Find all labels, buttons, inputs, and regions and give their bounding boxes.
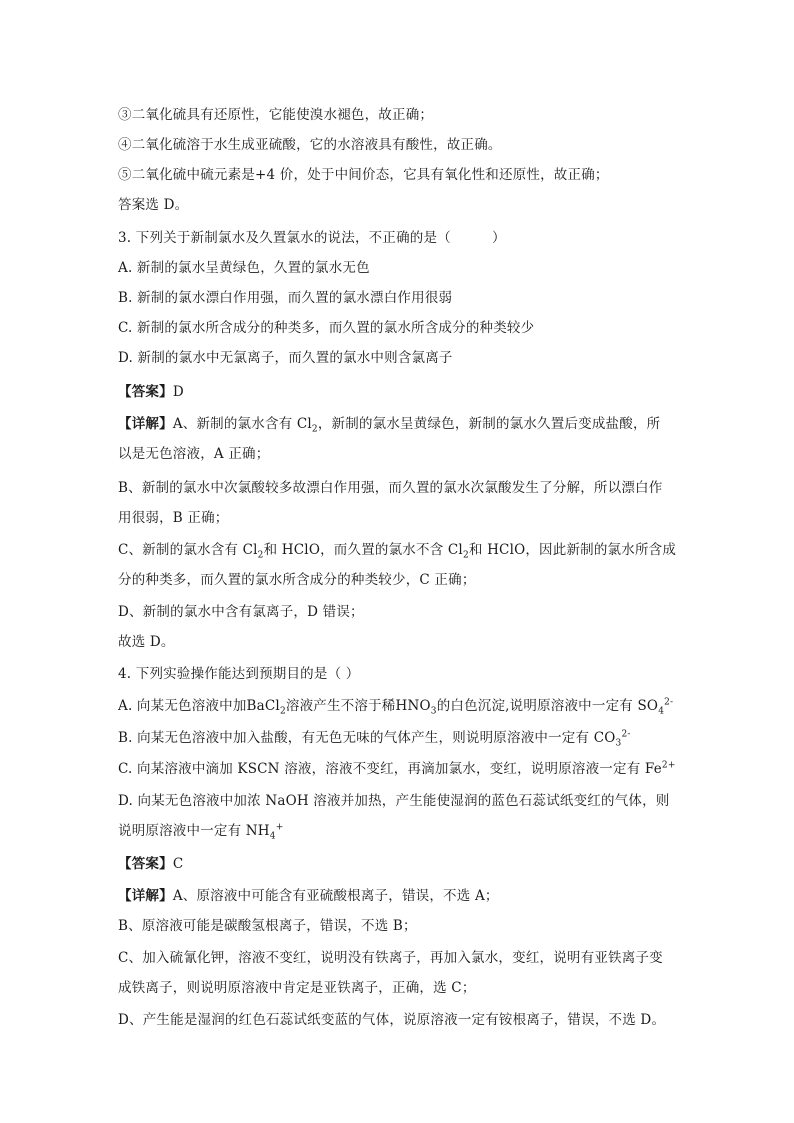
option-text: A. 向某无色溶液中加BaCl bbox=[118, 698, 280, 714]
q3-detail-c-line1 bbox=[118, 541, 676, 559]
detail-text: 和 HClO，而久置的氯水不含 Cl bbox=[263, 542, 463, 558]
superscript: + bbox=[275, 822, 284, 833]
option-text: 说明原溶液中一定有 NH bbox=[118, 823, 270, 839]
subscript: 3 bbox=[430, 706, 437, 717]
answer-label: 【答案】 bbox=[118, 856, 173, 872]
q4-option-d-line1: D. 向某无色溶液中加浓 NaOH 溶液并加热，产生能使湿润的蓝色石蕊试纸变红的气体，则 bbox=[118, 793, 670, 809]
answer-value: C bbox=[172, 856, 184, 872]
q3-answer bbox=[118, 383, 184, 401]
prev-answer-line-5: ⑤二氧化硫中硫元素是+4 价，处于中间价态，它具有氧化性和还原性，故正确； bbox=[118, 167, 609, 183]
detail-label: 【详解】 bbox=[118, 888, 173, 904]
subscript: 2 bbox=[279, 706, 286, 717]
superscript: 2+ bbox=[661, 760, 676, 771]
detail-text: ，新制的氯水呈黄绿色，新制的氯水久置后变成盐酸，所 bbox=[317, 416, 661, 432]
q3-option-c: C. 新制的氯水所含成分的种类多，而久置的氯水所含成分的种类较少 bbox=[118, 320, 535, 336]
prev-answer-line-4: ④二氧化硫溶于水生成亚硫酸，它的水溶液具有酸性，故正确。 bbox=[118, 137, 502, 153]
q4-option-a bbox=[118, 697, 673, 715]
answer-value: D bbox=[172, 384, 184, 400]
q3-detail-b-line1: B、新制的氯水中次氯酸较多故漂白作用强，而久置的氯水次氯酸发生了分解，所以漂白作 bbox=[118, 480, 663, 496]
option-text: 溶液产生不溶于稀HNO bbox=[285, 698, 431, 714]
subscript: 2 bbox=[257, 550, 264, 561]
q4-option-b bbox=[118, 729, 631, 747]
q4-detail-d: D、产生能是湿润的红色石蕊试纸变蓝的气体，说原溶液一定有铵根离子，错误，不选 D。 bbox=[118, 1012, 666, 1028]
q3-detail-a-line1 bbox=[118, 415, 660, 433]
q4-detail-c-line1: C、加入硫氰化钾，溶液不变红，说明没有铁离子，再加入氯水，变红，说明有亚铁离子变 bbox=[118, 950, 663, 966]
q3-option-b: B. 新制的氯水漂白作用强，而久置的氯水漂白作用很弱 bbox=[118, 290, 453, 306]
q4-option-c bbox=[118, 760, 676, 778]
subscript: 2 bbox=[462, 550, 469, 561]
q4-answer bbox=[118, 855, 183, 873]
q3-option-a: A. 新制的氯水呈黄绿色，久置的氯水无色 bbox=[118, 260, 370, 276]
q4-detail-b: B、原溶液可能是碳酸氢根离子，错误，不选 B； bbox=[118, 918, 417, 934]
prev-answer-line-3: ③二氧化硫具有还原性，它能使溴水褪色，故正确； bbox=[118, 107, 434, 123]
q4-detail-a bbox=[118, 887, 499, 905]
q3-detail-c-line2: 分的种类多，而久置的氯水所含成分的种类较少，C 正确； bbox=[118, 572, 476, 588]
q3-stem: 3. 下列关于新制氯水及久置氯水的说法，不正确的是（ ） bbox=[118, 230, 506, 246]
q4-stem: 4. 下列实验操作能达到预期目的是（ ） bbox=[118, 666, 360, 682]
option-text: 的白色沉淀,说明原溶液中一定有 SO bbox=[436, 698, 659, 714]
q4-option-d-line2 bbox=[118, 822, 283, 840]
option-text: C. 向某溶液中滴加 KSCN 溶液，溶液不变红，再滴加氯水，变红，说明原溶液一定有 Fe bbox=[118, 761, 662, 777]
superscript: 2- bbox=[664, 697, 674, 708]
prev-answer-conclusion: 答案选 D。 bbox=[118, 197, 189, 213]
detail-text: A、原溶液中可能含有亚硫酸根离子，错误，不选 A； bbox=[172, 888, 499, 904]
q4-detail-c-line2: 成铁离子，则说明原溶液中肯定是亚铁离子，正确，选 C； bbox=[118, 980, 476, 996]
detail-label: 【详解】 bbox=[118, 416, 173, 432]
subscript: 4 bbox=[269, 831, 276, 842]
q3-option-d: D. 新制的氯水中无氯离子，而久置的氯水中则含氯离子 bbox=[118, 350, 453, 366]
subscript: 4 bbox=[658, 706, 665, 717]
subscript: 3 bbox=[615, 738, 622, 749]
detail-text: A、新制的氯水含有 Cl bbox=[172, 416, 312, 432]
answer-label: 【答案】 bbox=[118, 384, 173, 400]
detail-text: 和 HClO，因此新制的氯水所含成 bbox=[468, 542, 677, 558]
q3-detail-b-line2: 用很弱，B 正确； bbox=[118, 510, 229, 526]
q3-detail-a-line2: 以是无色溶液，A 正确； bbox=[118, 446, 270, 462]
detail-text: C、新制的氯水含有 Cl bbox=[118, 542, 258, 558]
subscript: 2 bbox=[311, 424, 318, 435]
q3-detail-d: D、新制的氯水中含有氯离子，D 错误； bbox=[118, 604, 364, 620]
superscript: 2- bbox=[621, 729, 631, 740]
q3-conclusion: 故选 D。 bbox=[118, 634, 175, 650]
option-text: B. 向某无色溶液中加入盐酸，有无色无味的气体产生，则说明原溶液中一定有 CO bbox=[118, 730, 616, 746]
